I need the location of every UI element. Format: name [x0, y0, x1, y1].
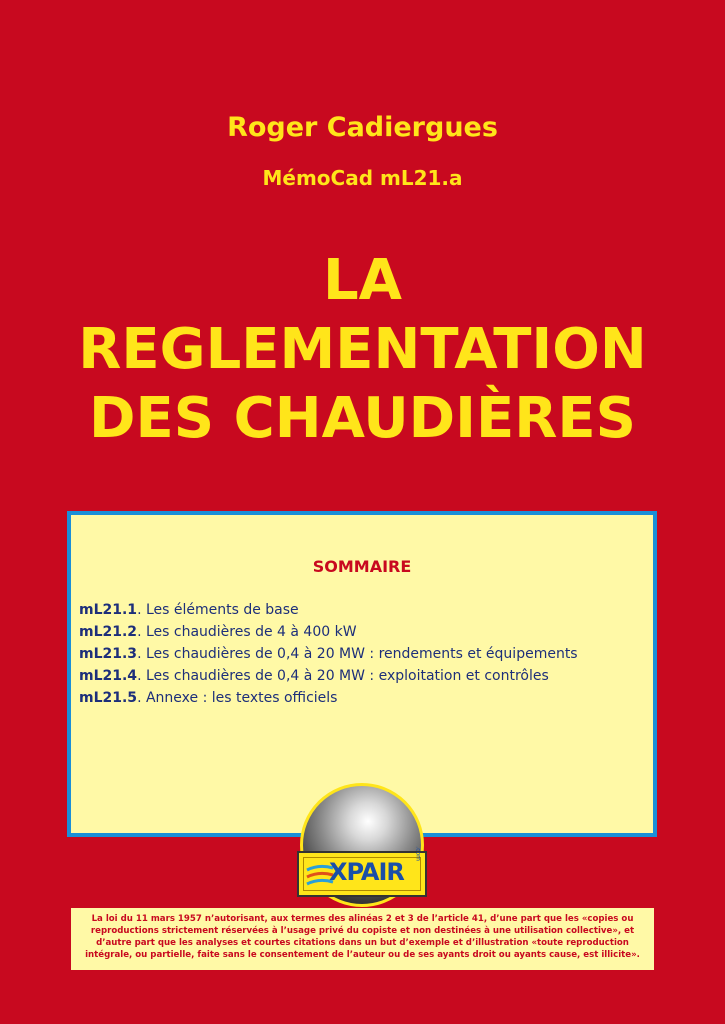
- logo-text: XPAIR: [329, 858, 404, 886]
- summary-item-text: . Les éléments de base: [137, 602, 299, 618]
- title-line-3: DES CHAUDIÈRES: [89, 386, 636, 451]
- summary-item: [79, 599, 645, 621]
- summary-item-text: . Les chaudières de 4 à 400 kW: [137, 624, 357, 640]
- summary-item-code: mL21.1: [79, 602, 138, 618]
- summary-item-code: mL21.5: [79, 690, 138, 706]
- summary-item-text: . Annexe : les textes officiels: [137, 690, 338, 706]
- title-line-2: REGLEMENTATION: [78, 317, 647, 382]
- summary-item: [79, 687, 645, 709]
- title-line-1: LA: [322, 248, 403, 313]
- summary-item: [79, 665, 645, 687]
- summary-list: [79, 599, 645, 709]
- book-title: [0, 246, 725, 453]
- summary-item: [79, 643, 645, 665]
- series-label: MémoCad mL21.a: [262, 166, 463, 190]
- legal-notice: La loi du 11 mars 1957 n’autorisant, aux termes des alinéas 2 et 3 de l’article 41, d’une part que les «copies ou reproductions strictement réservées à l’usage privé du copiste et non destinées à une utilisation collective», et d’autre part que les analyses et courtes citations dans un but d’exemple et d’illustration «toute reproduction intégrale, ou partielle, faite sans le consentement de l’auteur ou de ses ayants droit ou ayants cause, est illicite».: [71, 908, 654, 970]
- logo-plate: [297, 846, 427, 897]
- summary-item-text: . Les chaudières de 0,4 à 20 MW : rendements et équipements: [137, 646, 578, 662]
- summary-item-code: mL21.3: [79, 646, 138, 662]
- summary-item-code: mL21.4: [79, 668, 138, 684]
- xpair-logo: [297, 783, 427, 903]
- logo-suffix: .com: [415, 846, 422, 861]
- summary-item-code: mL21.2: [79, 624, 138, 640]
- author-name: Roger Cadiergues: [227, 112, 498, 143]
- summary-item: [79, 621, 645, 643]
- summary-item-text: . Les chaudières de 0,4 à 20 MW : exploitation et contrôles: [137, 668, 549, 684]
- summary-heading: SOMMAIRE: [312, 557, 412, 576]
